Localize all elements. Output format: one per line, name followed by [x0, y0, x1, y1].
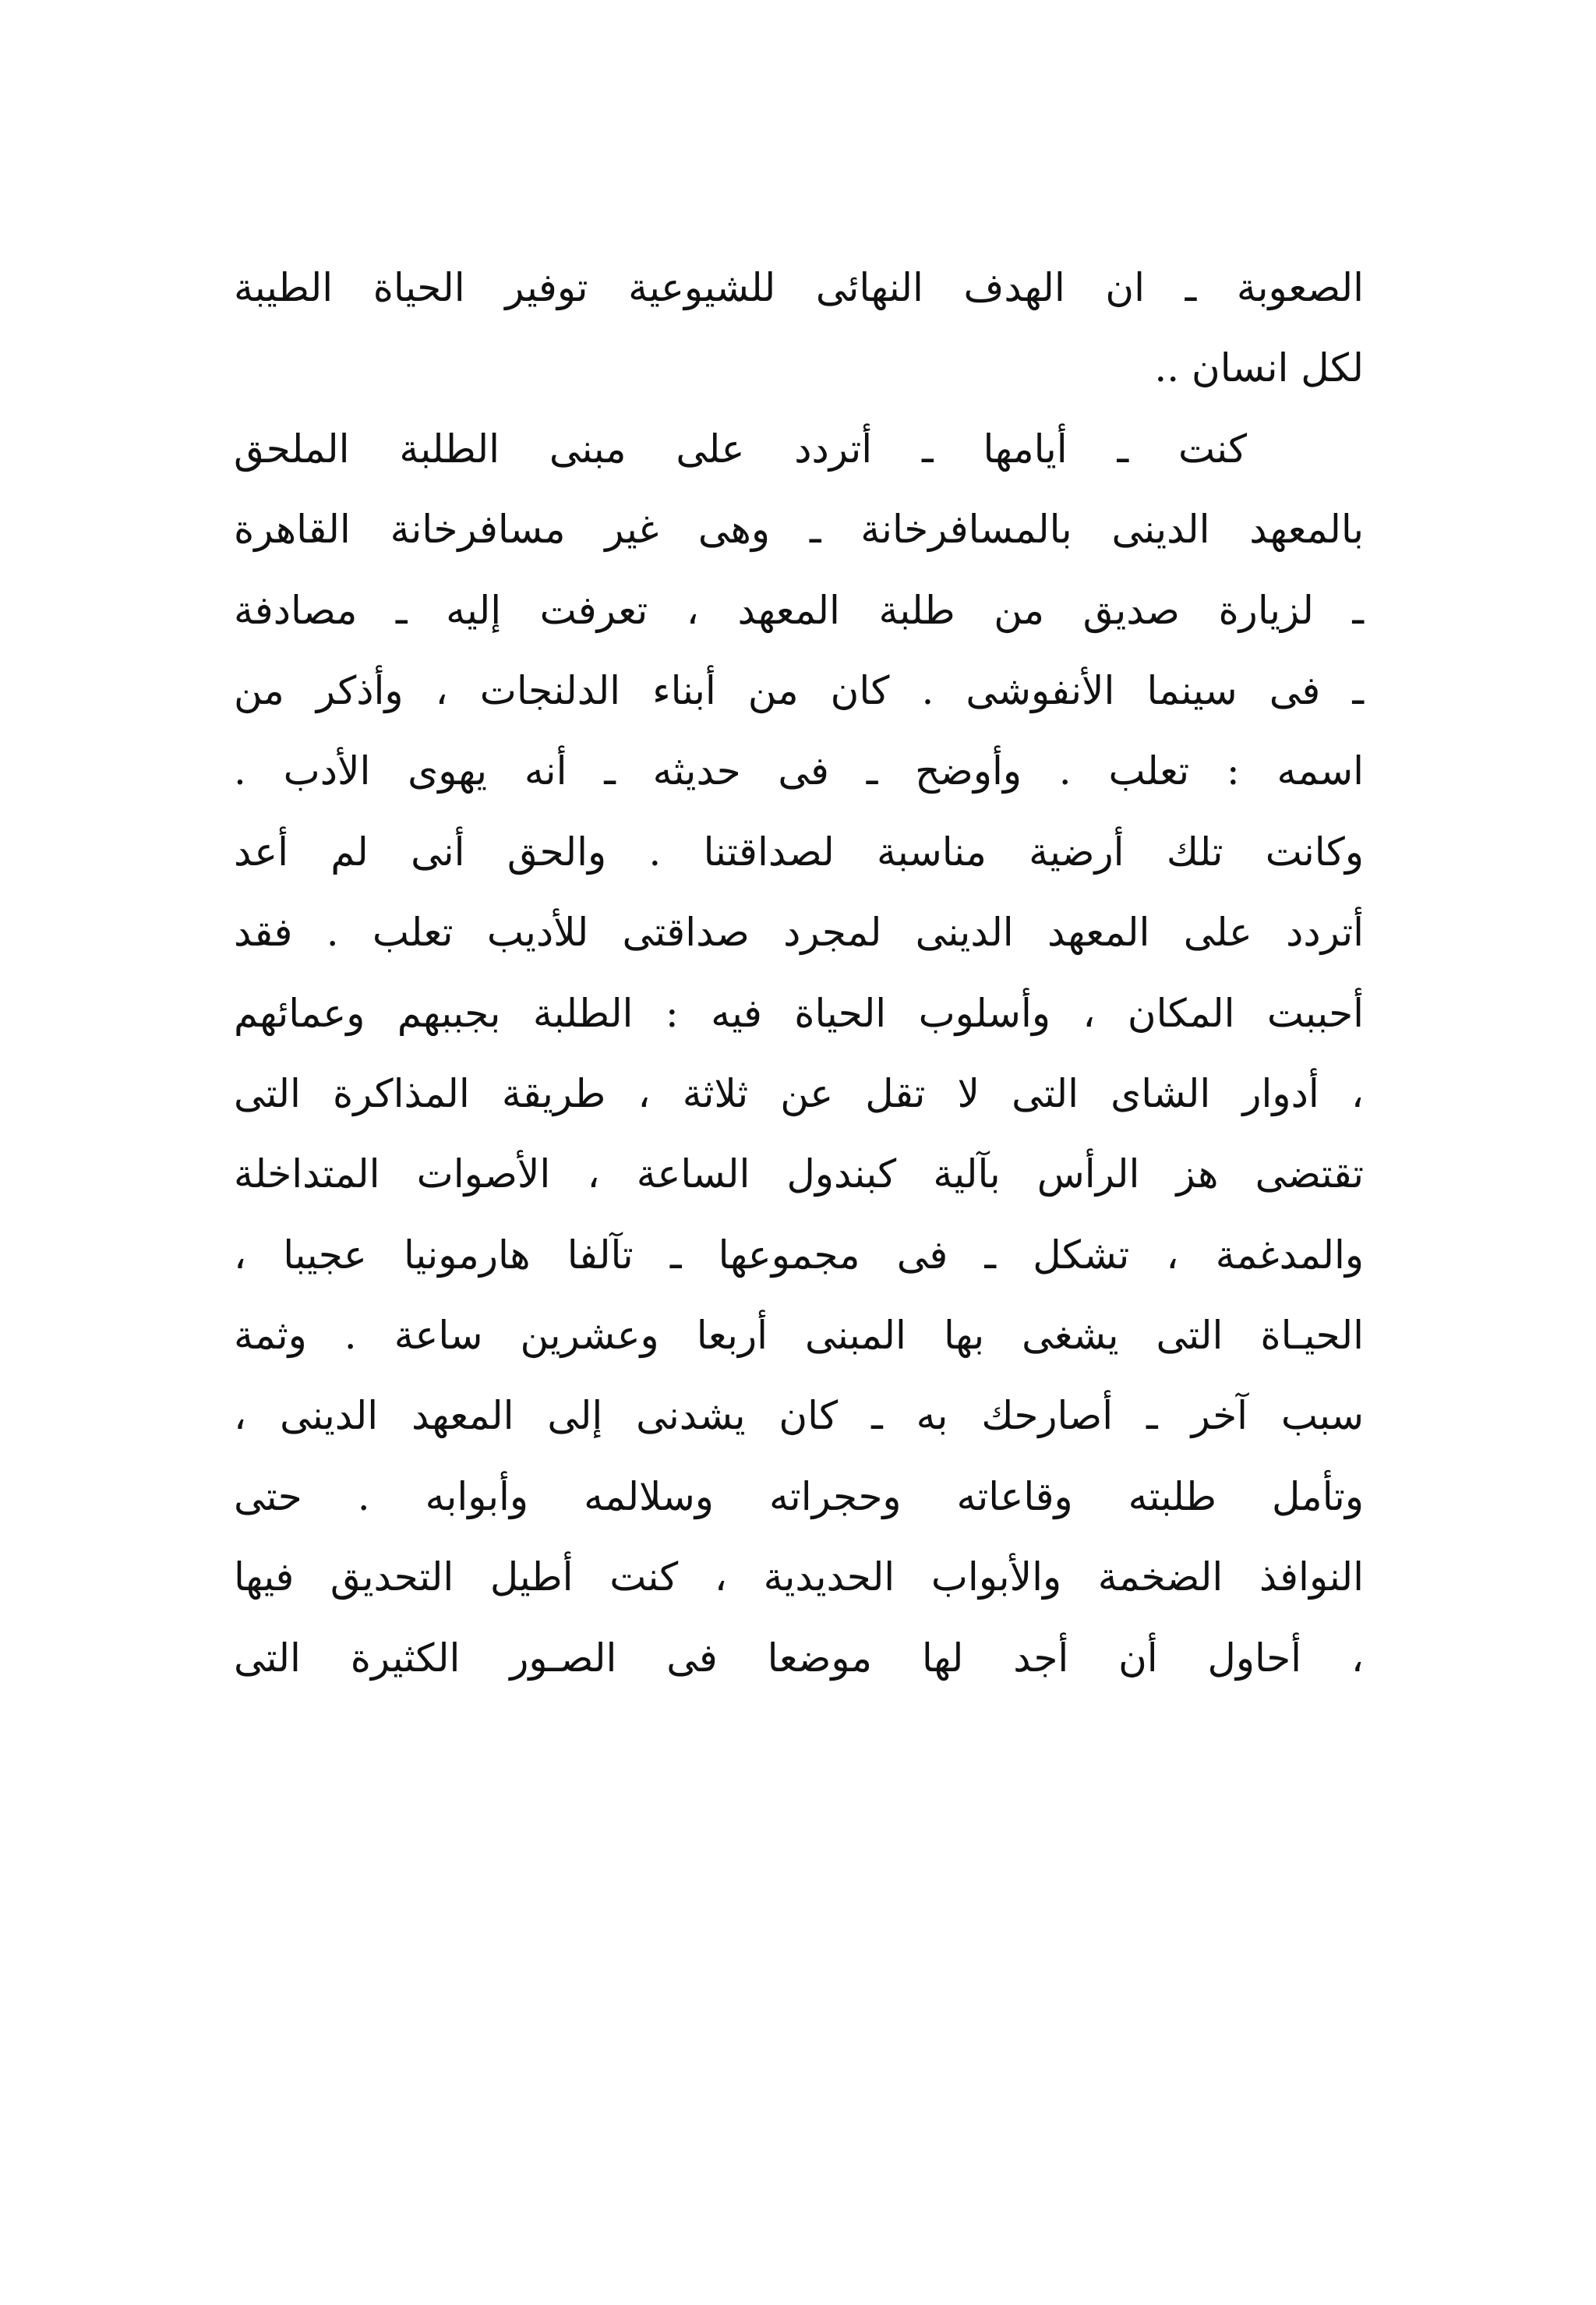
- text-line: تقتضى هز الرأس بآلية كبندول الساعة ، الأصوات المتداخلة: [234, 1151, 1364, 1197]
- text-line: اسمه : تعلب . وأوضح ـ فى حديثه ـ أنه يهوى الأدب .: [234, 748, 1364, 794]
- text-line: ـ لزيارة صديق من طلبة المعهد ، تعرفت إليه ـ مصادفة: [234, 587, 1364, 633]
- text-line: الحيـاة التى يشغى بها المبنى أربعا وعشرين ساعة . وثمة: [234, 1313, 1364, 1359]
- text-line: والمدغمة ، تشكل ـ فى مجموعها ـ تآلفا هارمونيا عجيبا ،: [234, 1232, 1364, 1278]
- text-line: وكانت تلك أرضية مناسبة لصداقتنا . والحق أنى لم أعد: [234, 829, 1364, 875]
- text-line: الصعوبة ـ ان الهدف النهائى للشيوعية توفير الحياة الطيبة: [234, 265, 1364, 310]
- text-line: ، أحاول أن أجد لها موضعا فى الصـور الكثيرة التى: [234, 1635, 1364, 1681]
- text-line: وتأمل طلبته وقاعاته وحجراته وسلالمه وأبوابه . حتى: [234, 1473, 1364, 1519]
- body-text: [234, 248, 1364, 1699]
- text-line: ـ فى سينما الأنفوشى . كان من أبناء الدلنجات ، وأذكر من: [234, 667, 1364, 713]
- text-line: ، أدوار الشاى التى لا تقل عن ثلاثة ، طريقة المذاكرة التى: [234, 1070, 1364, 1116]
- text-line: لكل انسان ..: [1154, 345, 1364, 391]
- paragraph-start-line: كنت ـ أيامها ـ أتردد على مبنى الطلبة الملحق: [234, 426, 1247, 472]
- text-line: النوافذ الضخمة والأبواب الحديدية ، كنت أطيل التحديق فيها: [234, 1554, 1364, 1600]
- text-line: أحببت المكان ، وأسلوب الحياة فيه : الطلبة بجببهم وعمائهم: [234, 990, 1364, 1036]
- text-line: أتردد على المعهد الدينى لمجرد صداقتى للأديب تعلب . فقد: [234, 910, 1364, 956]
- text-line: بالمعهد الدينى بالمسافرخانة ـ وهى غير مسافرخانة القاهرة: [234, 507, 1364, 553]
- text-line: سبب آخر ـ أصارحك به ـ كان يشدنى إلى المعهد الدينى ،: [234, 1393, 1364, 1439]
